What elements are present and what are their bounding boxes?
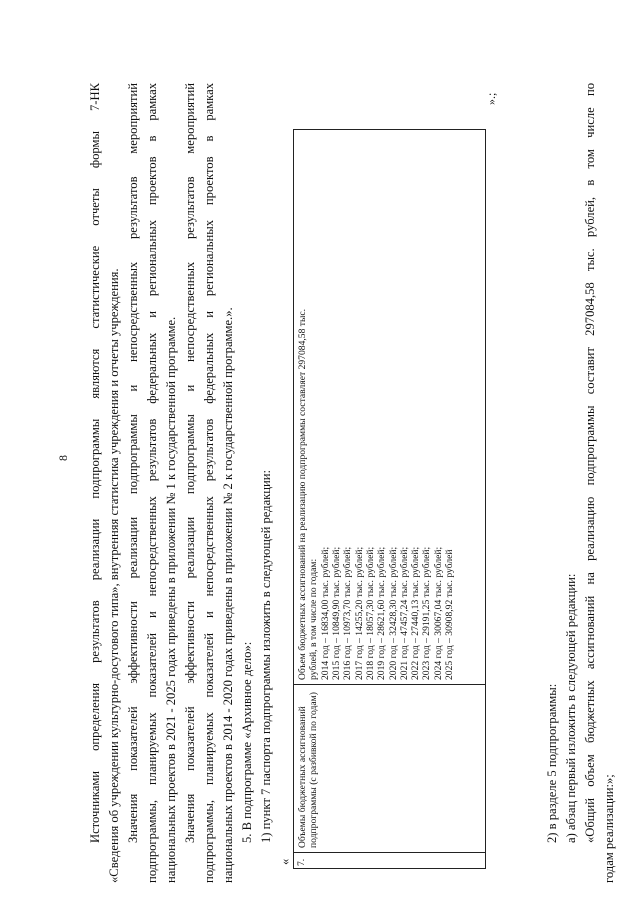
item-5-heading: 5. В подпрограмме «Архивное дело»: — [240, 641, 254, 843]
table-line: 2025 год – 30908,92 тыс. рублей — [444, 549, 456, 680]
table-line: 2018 год – 18057,30 тыс. рублей; — [364, 546, 376, 680]
paragraph-values-2014-line-1: Значения показателей эффективности реализации подпрограммы и непосредственных результатов мероприятий — [183, 83, 197, 843]
passport-table — [293, 129, 486, 869]
table-line: 2016 год – 10973,70 тыс. рублей; — [342, 546, 354, 680]
table-line: 2021 год – 47457,24 тыс. рублей; — [398, 546, 410, 680]
table-row-number: 7. — [294, 852, 485, 868]
paragraph-values-2021-line-1: Значения показателей эффективности реализации подпрограммы и непосредственных результатов мероприятий — [126, 83, 140, 843]
table-line: 2022 год – 27440,13 тыс. рублей; — [410, 546, 422, 680]
paragraph-sources-line-1: Источниками определения результатов реализации подпрограммы являются статистические отчеты формы 7-НК — [88, 83, 102, 843]
item-2a: а) абзац первый изложить в следующей редакции: — [564, 573, 578, 843]
table-line: 2023 год – 29191,25 тыс. рублей; — [421, 546, 433, 680]
table-line: 2020 год – 32428,30 тыс. рублей; — [387, 546, 399, 680]
table-line: 2017 год – 14255,20 тыс. рублей; — [353, 546, 365, 680]
table-line: 2014 год – 16834,00 тыс. рублей; — [319, 546, 331, 680]
table-value-cell — [294, 130, 485, 684]
paragraph-values-2014-line-2: подпрограммы, планируемых показателей и непосредственных результатов федеральных и региональных проектов в рамках — [202, 83, 216, 883]
closing-quote: ».; — [484, 92, 498, 105]
paragraph-values-2014-line-3: национальных проектов в 2014 - 2020 годах приведены в приложении № 2 к государственной программе.». — [221, 307, 235, 883]
paragraph-sources-line-2: «Сведения об учреждении культурно-досугового типа», внутренняя статистика учреждения и отчеты учреждения. — [107, 268, 121, 883]
paragraph-values-2021-line-3: национальных проектов в 2021 - 2025 годах приведены в приложении № 1 к государственной программе. — [164, 316, 178, 883]
table-line: Объем бюджетных ассигнований на реализацию подпрограммы составляет 297084,58 тыс. — [297, 308, 308, 680]
table-line: 2019 год – 28621,60 тыс. рублей; — [376, 546, 388, 680]
table-line: 2024 год – 30067,04 тыс. рублей; — [432, 546, 444, 680]
paragraph-values-2021-line-2: подпрограммы, планируемых показателей и непосредственных результатов федеральных и региональных проектов в рамках — [145, 83, 159, 883]
item-2-heading: 2) в разделе 5 подпрограммы: — [545, 683, 559, 843]
table-line: 2015 год – 10849,90 тыс. рублей; — [330, 546, 342, 680]
final-paragraph-line-1: «Общий объем бюджетных ассигнований на реализацию подпрограммы составит 297084,58 тыс. рублей, в том числе по — [583, 83, 597, 843]
table-label-cell: Объемы бюджетных ассигнований подпрограммы (с разбивкой по годам) — [294, 684, 485, 852]
page-number: 8 — [56, 455, 70, 461]
table-line: рублей, в том числе по годам: — [308, 558, 320, 680]
final-paragraph-line-2: годам реализации:»; — [602, 774, 616, 883]
open-quote: « — [278, 858, 292, 865]
item-5-subpoint-1: 1) пункт 7 паспорта подпрограммы изложить в следующей редакции: — [259, 469, 273, 843]
